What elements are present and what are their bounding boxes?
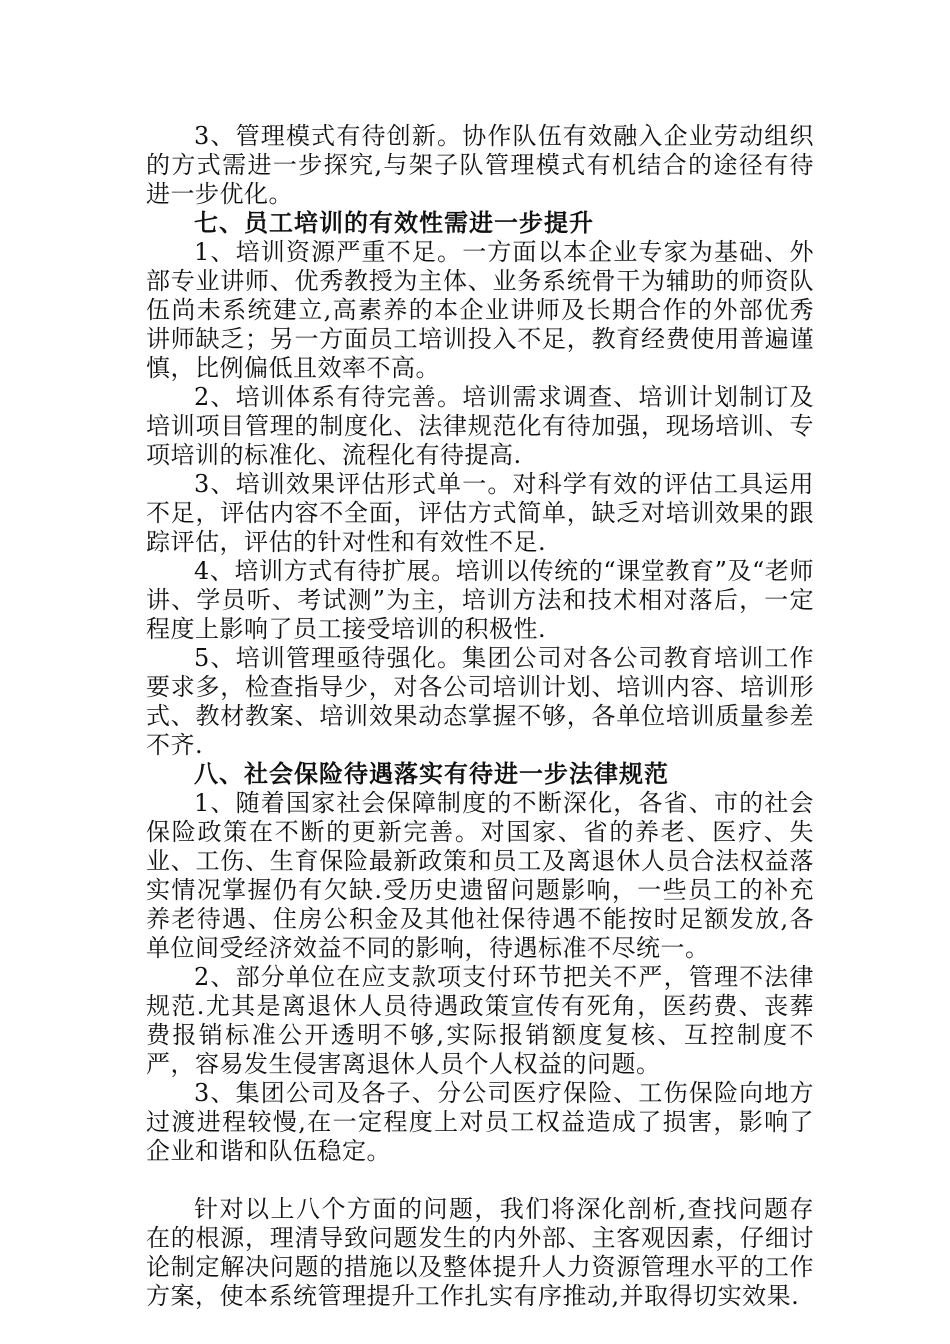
paragraph-payment-control: 2、部分单位在应支款项支付环节把关不严，管理不法律规范.尤其是离退休人员待遇政策宣传有死角，医药费、丧葬费报销标准公开透明不够,实际报销额度复核、互控制度不严，容易发生侵害离退休人员个人权益的问题。 [146,963,814,1078]
paragraph-spacer [146,1166,814,1195]
document-body [146,122,814,1311]
paragraph-insurance-transition: 3、集团公司及各子、分公司医疗保险、工伤保险向地方过渡进程较慢,在一定程度上对员工权益造成了损害，影响了企业和谐和队伍稳定。 [146,1079,814,1165]
paragraph-conclusion: 针对以上八个方面的问题，我们将深化剖析,查找问题存在的根源，理清导致问题发生的内外部、主客观因素，仔细讨论制定解决问题的措施以及整体提升人力资源管理水平的工作方案，使本系统管理提升工作扎实有序推动,并取得切实效果. [146,1195,814,1310]
paragraph-management-mode: 3、管理模式有待创新。协作队伍有效融入企业劳动组织的方式需进一步探究,与架子队管理模式有机结合的途径有待进一步优化。 [146,122,814,208]
section-heading-training: 七、员工培训的有效性需进一步提升 [194,209,594,237]
paragraph-training-system: 2、培训体系有待完善。培训需求调查、培训计划制订及培训项目管理的制度化、法律规范化有待加强，现场培训、专项培训的标准化、流程化有待提高. [146,383,814,469]
paragraph-training-methods: 4、培训方式有待扩展。培训以传统的“课堂教育”及“老师讲、学员听、考试测”为主，培训方法和技术相对落后，一定程度上影响了员工接受培训的积极性. [146,557,814,643]
paragraph-training-management: 5、培训管理亟待强化。集团公司对各公司教育培训工作要求多，检查指导少，对各公司培训计划、培训内容、培训形式、教材教案、培训效果动态掌握不够，各单位培训质量参差不齐. [146,644,814,759]
paragraph-training-evaluation: 3、培训效果评估形式单一。对科学有效的评估工具运用不足，评估内容不全面，评估方式简单，缺乏对培训效果的跟踪评估，评估的针对性和有效性不足. [146,470,814,556]
paragraph-training-resources: 1、培训资源严重不足。一方面以本企业专家为基础、外部专业讲师、优秀教授为主体、业务系统骨干为辅助的师资队伍尚未系统建立,高素养的本企业讲师及长期合作的外部优秀讲师缺乏；另一方面员工培训投入不足，教育经费使用普遍谨慎，比例偏低且效率不高。 [146,238,814,382]
paragraph-insurance-policy: 1、随着国家社会保障制度的不断深化，各省、市的社会保险政策在不断的更新完善。对国家、省的养老、医疗、失业、工伤、生育保险最新政策和员工及离退休人员合法权益落实情况掌握仍有欠缺.受历史遗留问题影响，一些员工的补充养老待遇、住房公积金及其他社保待遇不能按时足额发放,各单位间受经济效益不同的影响，待遇标准不尽统一。 [146,789,814,962]
section-heading-social-insurance: 八、社会保险待遇落实有待进一步法律规范 [194,760,669,788]
